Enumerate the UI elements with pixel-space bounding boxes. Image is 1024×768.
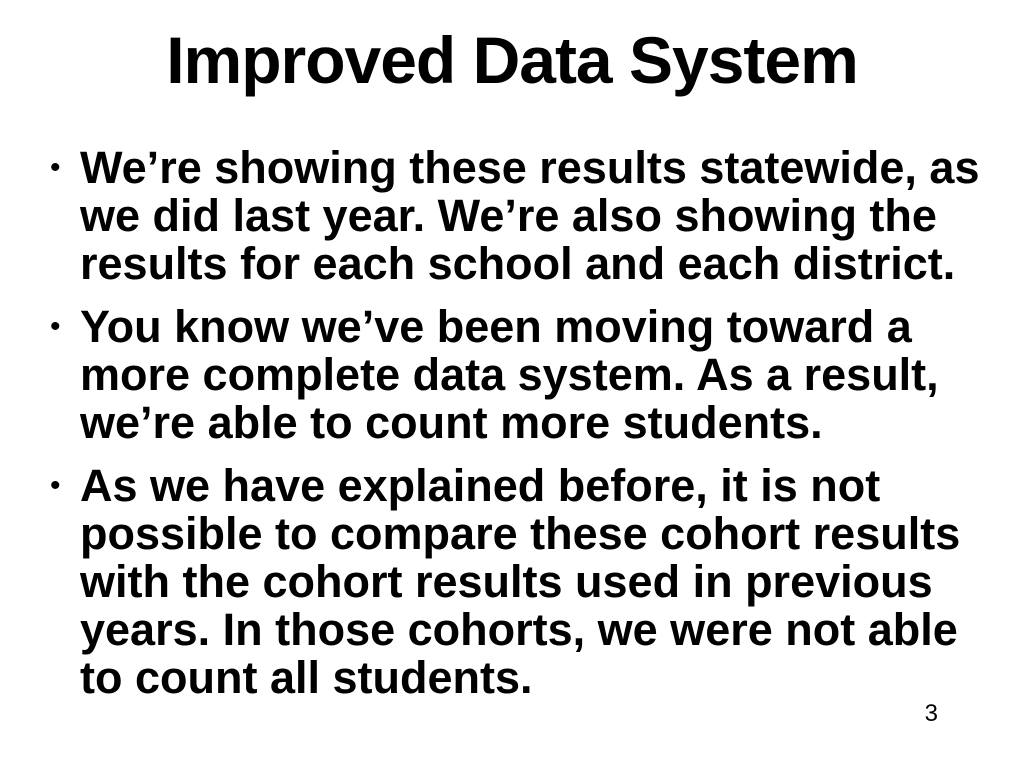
bullet-glyph: • xyxy=(50,469,61,502)
bullet-item xyxy=(50,303,1000,447)
bullet-item xyxy=(50,144,1000,288)
bullet-text: As we have explained before, it is not possible to compare these cohort results with the cohort results used in previous years. In those cohorts, we were not able to count all students. xyxy=(80,460,961,703)
page-number: 3 xyxy=(924,700,938,727)
bullet-text: We’re showing these results statewide, as we did last year. We’re also showing the results for each school and each district. xyxy=(80,142,980,289)
bullet-list xyxy=(50,144,1000,702)
bullet-glyph: • xyxy=(50,151,61,184)
slide-title: Improved Data System xyxy=(166,23,858,97)
bullet-text: You know we’ve been moving toward a more complete data system. As a result, we’re able to count more students. xyxy=(80,301,939,448)
bullet-item xyxy=(50,462,1000,702)
bullet-glyph: • xyxy=(50,310,61,343)
